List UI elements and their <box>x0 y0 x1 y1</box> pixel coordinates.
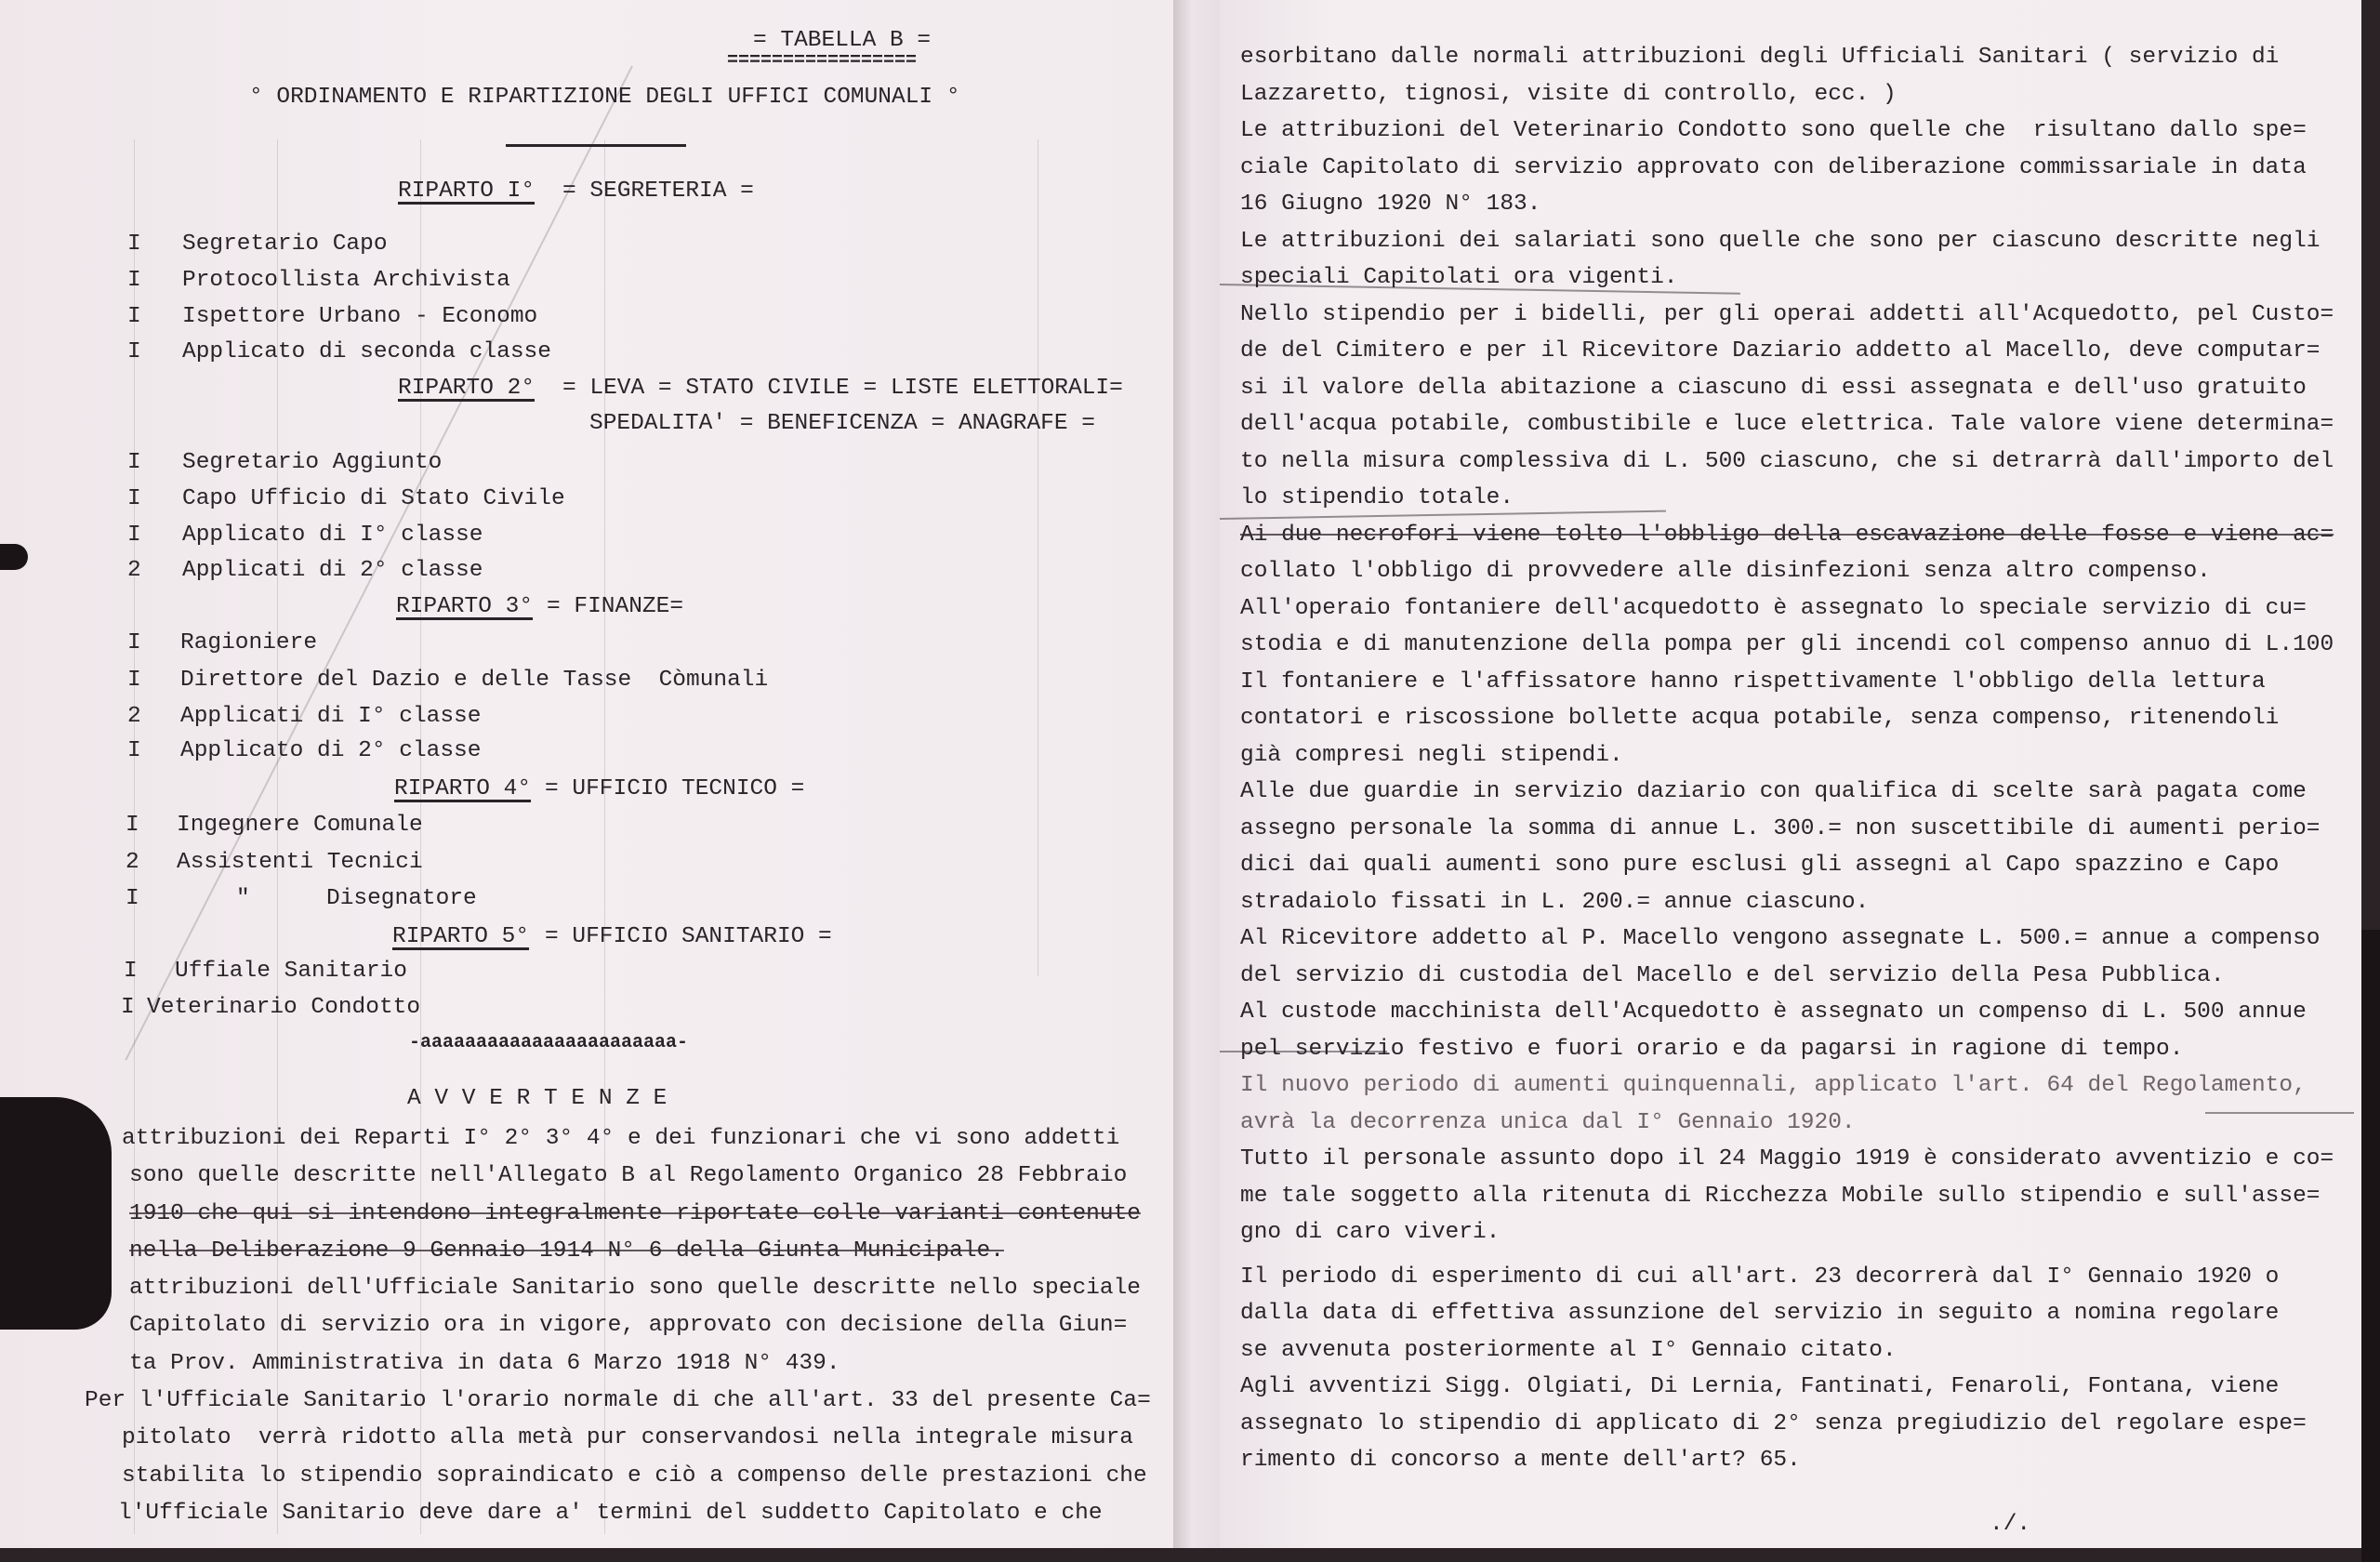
notes-line: pitolato verrà ridotto alla metà pur conservandosi nella integrale misura <box>122 1425 1133 1451</box>
section-label: RIPARTO 5° <box>392 924 530 949</box>
text-line: del servizio di custodia del Macello e del servizio della Pesa Pubblica. <box>1240 962 2225 988</box>
item-count: I <box>124 959 138 984</box>
item-count: 2 <box>127 558 141 583</box>
item-role: Protocollista Archivista <box>182 268 510 293</box>
item-role: Ispettore Urbano - Economo <box>182 304 538 329</box>
section-label: RIPARTO 2° <box>398 376 536 401</box>
text-line: assegno personale la somma di annue L. 300.= non suscettibile di aumenti perio= <box>1240 815 2320 841</box>
scan-edge <box>0 1548 2380 1562</box>
text-line: Le attribuzioni dei salariati sono quelle che sono per ciascuno descritte negli <box>1240 228 2320 254</box>
text-line: stradaiolo fissati in L. 200.= annue ciascuno. <box>1240 889 1870 915</box>
text-line: Nello stipendio per i bidelli, per gli operai addetti all'Acquedotto, pel Custo= <box>1240 301 2334 327</box>
notes-line: Capitolato di servizio ora in vigore, approvato con decisione della Giun= <box>129 1313 1128 1339</box>
text-line: 16 Giugno 1920 N° 183. <box>1240 192 1541 217</box>
text-line: dell'acqua potabile, combustibile e luce elettrica. Tale valore viene determina= <box>1240 412 2334 437</box>
item-role: Applicato di 2° classe <box>180 738 482 763</box>
text-line: ciale Capitolato di servizio approvato con deliberazione commissariale in data <box>1240 154 2307 180</box>
section-name: = UFFICIO TECNICO = <box>545 776 805 801</box>
item-count: 2 <box>126 850 139 875</box>
ditto-mark: " <box>236 886 250 911</box>
text-line: se avvenuta posteriormente al I° Gennaio citato. <box>1240 1337 1897 1363</box>
item-role: Assistenti Tecnici <box>177 850 423 875</box>
text-line: speciali Capitolati ora vigenti. <box>1240 265 1678 290</box>
right-page-text <box>1240 39 2334 1479</box>
item-role: Applicato di seconda classe <box>182 339 551 364</box>
text-line: de del Cimitero e per il Ricevitore Daziario addetto al Macello, deve computar= <box>1240 338 2320 364</box>
text-line: Al custode macchinista dell'Acquedotto è assegnato un compenso di L. 500 annue <box>1240 999 2307 1025</box>
item-count: I <box>126 886 139 911</box>
torn-edge <box>0 544 28 570</box>
right-page <box>1220 0 2361 1551</box>
text-line: Il fontaniere e l'affissatore hanno rispettivamente l'obbligo della lettura <box>1240 668 2266 695</box>
item-count: I <box>127 304 141 329</box>
scan-edge <box>2361 930 2380 1562</box>
notes-line: attribuzioni dei Reparti I° 2° 3° 4° e dei funzionari che vi sono addetti <box>122 1126 1120 1151</box>
notes-line: attribuzioni dell'Ufficiale Sanitario sono quelle descritte nello speciale <box>129 1276 1141 1302</box>
item-role: Applicato di I° classe <box>182 523 483 548</box>
notes-line: sono quelle descritte nell'Allegato B al Regolamento Organico 28 Febbraio <box>129 1163 1128 1189</box>
text-line: dici dai quali aumenti sono pure esclusi gli assegni al Capo spazzino e Capo <box>1240 853 2280 878</box>
text-line: Le attribuzioni del Veterinario Condotto sono quelle che risultano dallo spe= <box>1240 118 2307 143</box>
section-name: = LEVA = STATO CIVILE = LISTE ELETTORALI= <box>562 376 1123 401</box>
item-count: I <box>127 668 141 693</box>
section-label: RIPARTO I° <box>398 179 536 204</box>
item-count: I <box>127 450 141 475</box>
item-count: I <box>127 268 141 293</box>
text-line: Alle due guardie in servizio daziario con qualifica di scelte sarà pagata come <box>1240 779 2307 804</box>
section-name-line2: SPEDALITA' = BENEFICENZA = ANAGRAFE = <box>589 411 1095 436</box>
notes-title: A V V E R T E N Z E <box>407 1086 668 1111</box>
item-role: Veterinario Condotto <box>147 995 421 1020</box>
text-line: già compresi negli stipendi. <box>1240 742 1623 768</box>
section-name: = SEGRETERIA = <box>562 179 754 204</box>
item-role: Segretario Capo <box>182 232 388 257</box>
notes-line: nella Deliberazione 9 Gennaio 1914 N° 6 della Giunta Municipale. <box>129 1238 1004 1264</box>
text-line: Il nuovo periodo di aumenti quinquennali, applicato l'art. 64 del Regolamento, <box>1240 1073 2307 1098</box>
text-line: stodia e di manutenzione della pompa per gli incendi col compenso annuo di L.100 <box>1240 632 2334 657</box>
section-name: = FINANZE= <box>547 594 684 619</box>
left-page <box>0 0 1173 1548</box>
notes-line: Per l'Ufficiale Sanitario l'orario normale di che all'art. 33 del presente Ca= <box>85 1388 1151 1414</box>
text-line: Al Ricevitore addetto al P. Macello vengono assegnate L. 500.= annue a compenso <box>1240 926 2320 951</box>
notes-body <box>85 1120 1151 1532</box>
page-continuation-mark: ./. <box>1990 1512 2031 1537</box>
notes-line: ta Prov. Amministrativa in data 6 Marzo 1918 N° 439. <box>129 1350 840 1376</box>
torn-edge <box>0 1097 112 1330</box>
item-count: I <box>127 486 141 511</box>
item-role: Applicati di 2° classe <box>182 558 483 583</box>
item-role: Ragioniere <box>180 630 318 655</box>
section-label: RIPARTO 3° <box>396 594 534 619</box>
text-line: lo stipendio totale. <box>1240 485 1514 510</box>
item-count: I <box>127 738 141 763</box>
item-role: Ingegnere Comunale <box>177 813 423 838</box>
table-title-rule: ================= <box>727 50 918 72</box>
document-heading: ° ORDINAMENTO E RIPARTIZIONE DEGLI UFFICI COMUNALI ° <box>249 85 960 110</box>
text-line: Lazzaretto, tignosi, visite di controllo, ecc. ) <box>1240 81 1897 107</box>
text-line: collato l'obbligo di provvedere alle disinfezioni senza altro compenso. <box>1240 559 2211 584</box>
section-label: RIPARTO 4° <box>394 776 532 801</box>
text-line: gno di caro viveri. <box>1240 1220 1501 1245</box>
notes-line: 1910 che qui si intendono integralmente riportate colle varianti contenute <box>129 1200 1141 1226</box>
item-count: I <box>127 339 141 364</box>
item-role: Segretario Aggiunto <box>182 450 443 475</box>
text-line: All'operaio fontaniere dell'acquedotto è assegnato lo speciale servizio di cu= <box>1240 595 2307 621</box>
item-count: I <box>126 813 139 838</box>
item-count: I <box>127 630 141 655</box>
text-line: Agli avventizi Sigg. Olgiati, Di Lernia, Fantinati, Fenaroli, Fontana, viene <box>1240 1374 2280 1399</box>
text-line: Tutto il personale assunto dopo il 24 Maggio 1919 è considerato avventizio e co= <box>1240 1146 2334 1172</box>
item-role: Uffiale Sanitario <box>175 959 407 984</box>
text-line: Il periodo di esperimento di cui all'art. 23 decorrerà dal I° Gennaio 1920 o <box>1240 1264 2280 1290</box>
section-name: = UFFICIO SANITARIO = <box>545 924 832 949</box>
item-role: Applicati di I° classe <box>180 704 482 729</box>
text-line: esorbitano dalle normali attribuzioni degli Ufficiali Sanitari ( servizio di <box>1240 45 2280 70</box>
notes-line: l'Ufficiale Sanitario deve dare a' termini del suddetto Capitolato e che <box>118 1500 1103 1526</box>
text-line: avrà la decorrenza unica dal I° Gennaio 1920. <box>1240 1109 1856 1135</box>
text-line: rimento di concorso a mente dell'art? 65. <box>1240 1448 1801 1473</box>
text-line: to nella misura complessiva di L. 500 ciascuno, che si detrarrà dall'importo del <box>1240 448 2334 474</box>
page-gutter <box>1173 0 1220 1551</box>
item-count: I <box>121 995 135 1020</box>
item-count: I <box>127 523 141 548</box>
text-line: me tale soggetto alla ritenuta di Ricchezza Mobile sullo stipendio e sull'asse= <box>1240 1183 2320 1209</box>
item-role: Capo Ufficio di Stato Civile <box>182 486 565 511</box>
item-count: 2 <box>127 704 141 729</box>
notes-line: stabilita lo stipendio sopraindicato e ciò a compenso delle prestazioni che <box>122 1463 1147 1489</box>
text-line: si il valore della abitazione a ciascuno di essi assegnata e dell'uso gratuito <box>1240 375 2307 401</box>
text-line: assegnato lo stipendio di applicato di 2° senza pregiudizio del regolare espe= <box>1240 1410 2307 1436</box>
text-line: dalla data di effettiva assunzione del servizio in seguito a nomina regolare <box>1240 1301 2280 1326</box>
text-line: Ai due necrofori viene tolto l'obbligo della escavazione delle fosse e viene ac= <box>1240 522 2334 548</box>
text-line: pel servizio festivo e fuori orario e da pagarsi in ragione di tempo. <box>1240 1036 2184 1062</box>
heading-rule <box>506 144 686 147</box>
item-count: I <box>127 232 141 257</box>
item-role: Direttore del Dazio e delle Tasse Còmunali <box>180 668 769 693</box>
text-line: contatori e riscossione bollette acqua potabile, senza compenso, ritenendoli <box>1240 706 2280 731</box>
ornament-rule: -aaaaaaaaaaaaaaaaaaaaaaa- <box>409 1032 689 1053</box>
table-title: = TABELLA B = <box>753 28 932 53</box>
item-role: Disegnatore <box>326 886 477 911</box>
